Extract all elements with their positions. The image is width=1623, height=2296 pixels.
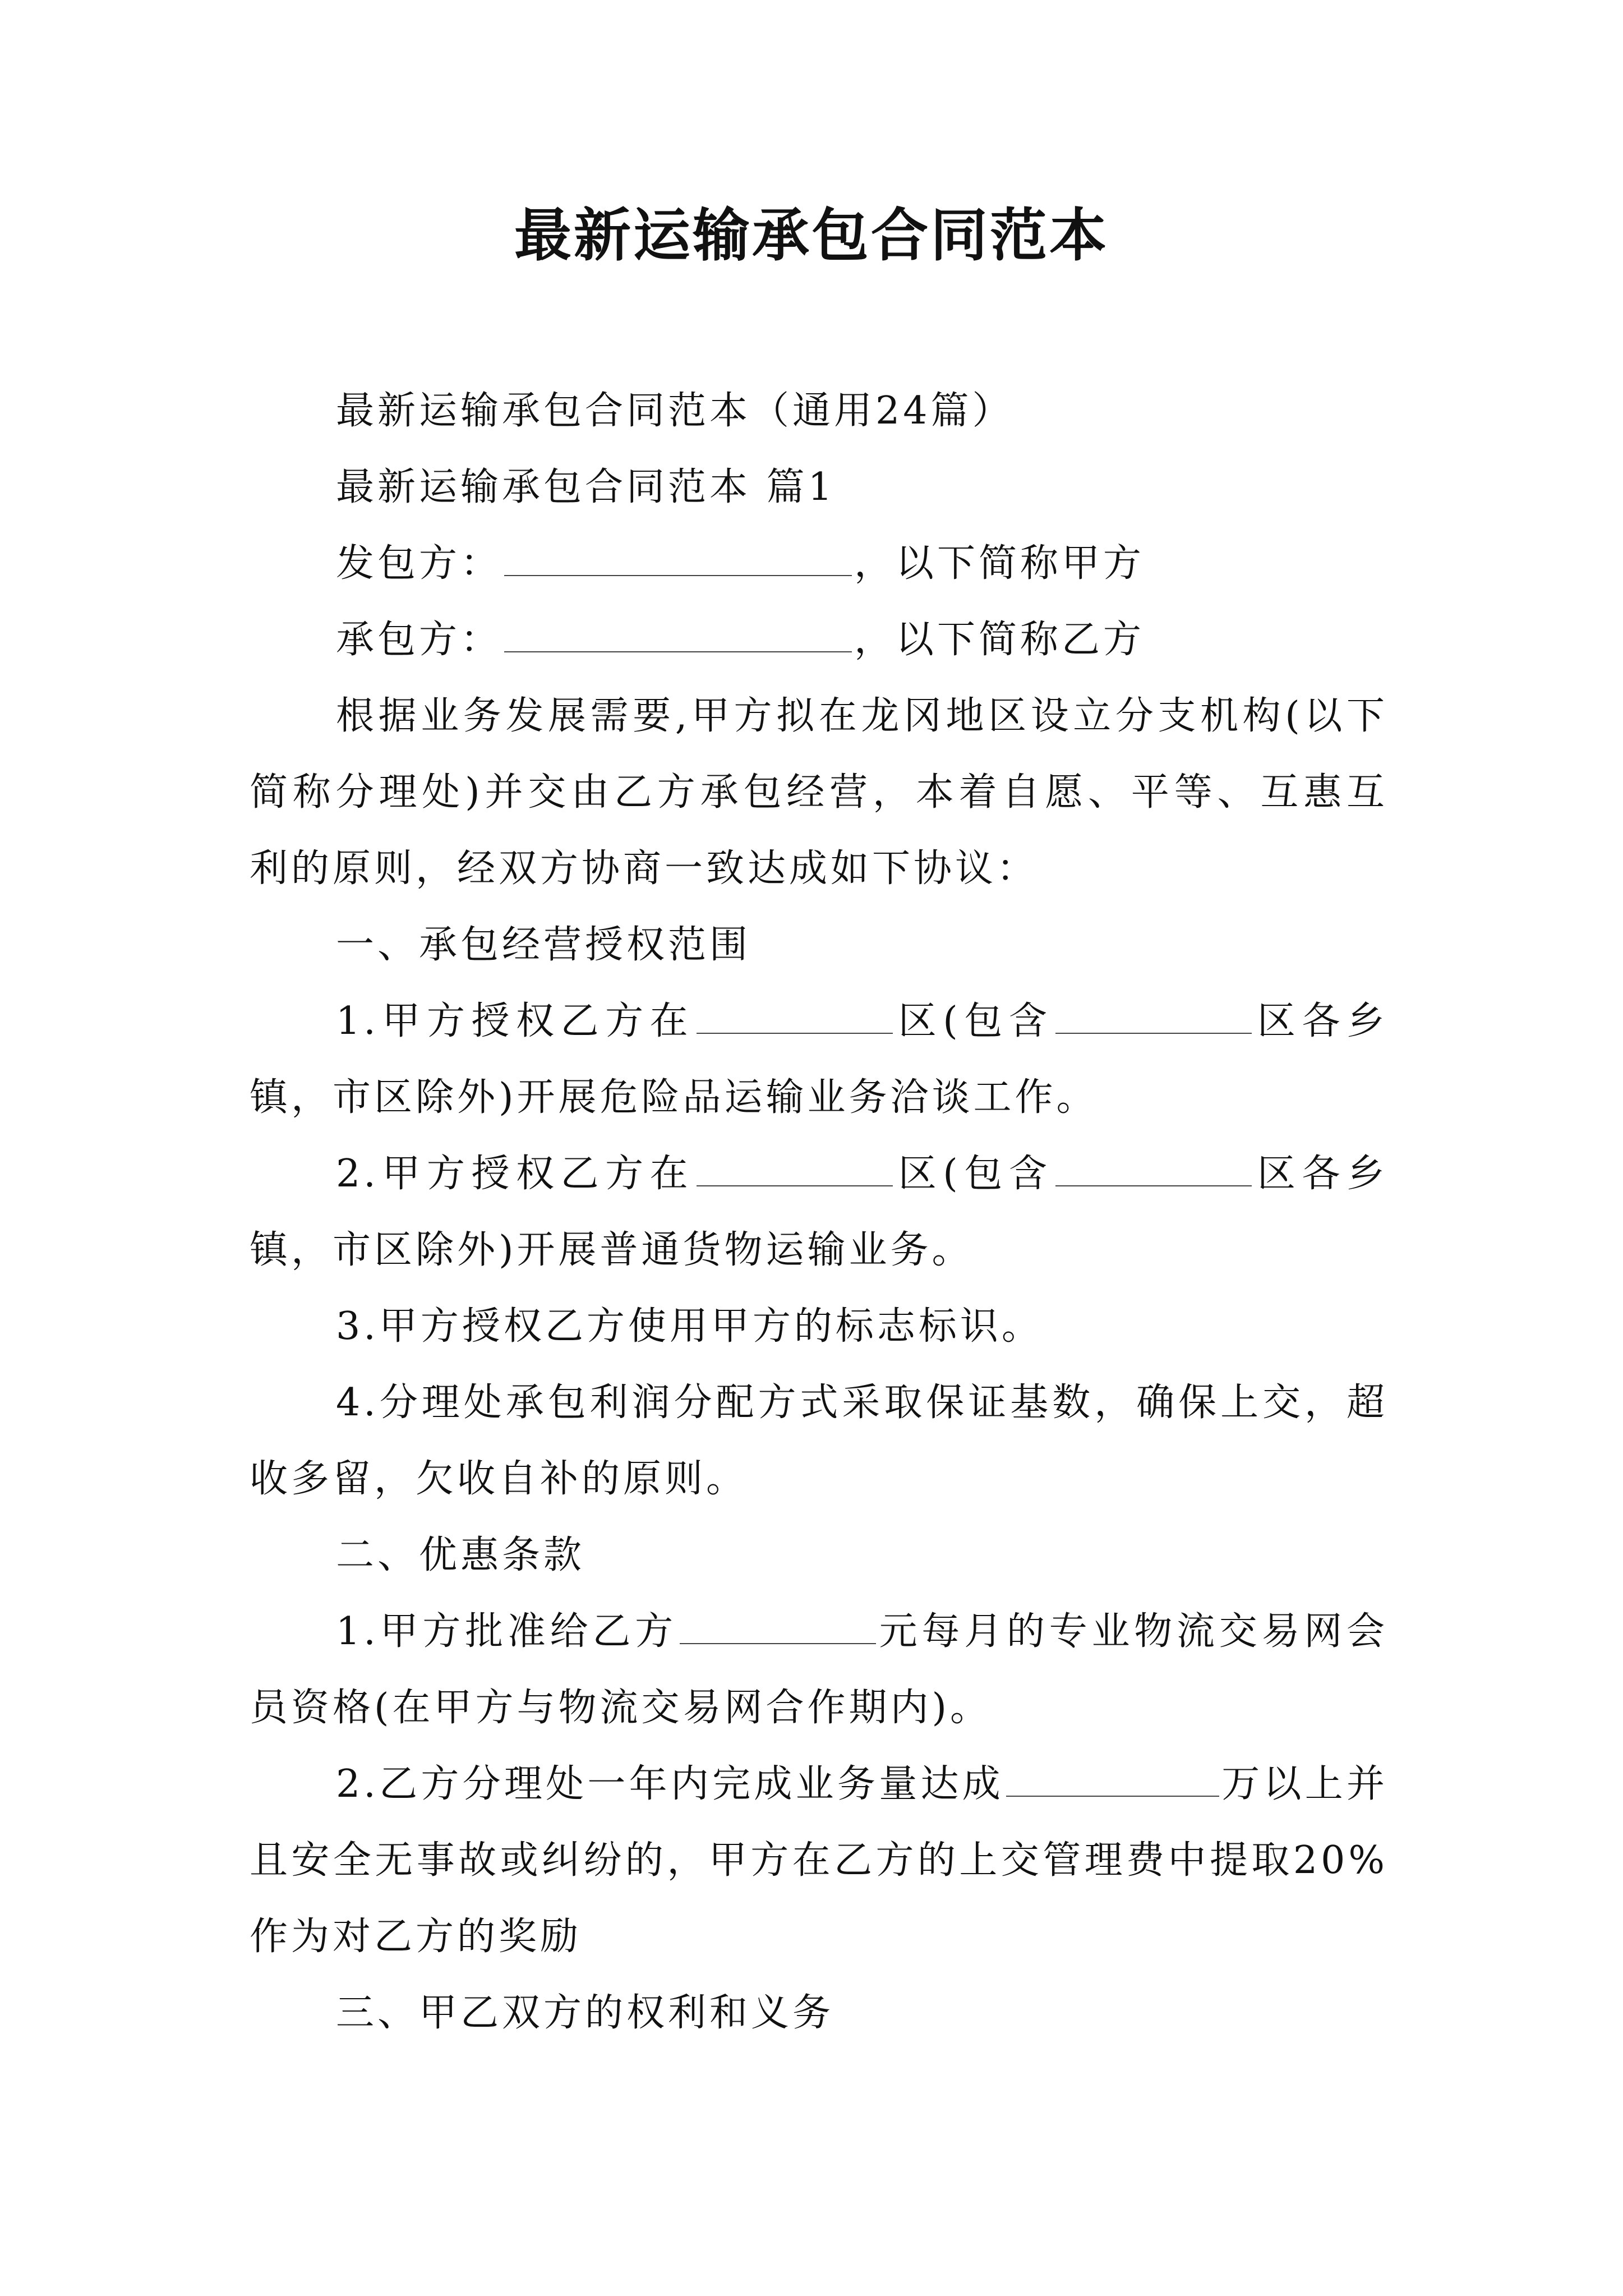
clause-1-2-text-c: 区各乡镇，市区除外)开展普通货物运输业务。 [250,1152,1388,1272]
party-a-tail: ，以下简称甲方 [854,541,1145,586]
clause-1-4: 4.分理处承包利润分配方式采取保证基数，确保上交，超收多留，欠收自补的原则。 [250,1381,1388,1501]
clause-2-1-text-a: 1.甲方批准给乙方 [336,1609,677,1654]
clause-2-2-blank [1006,1763,1219,1797]
party-a-blank [504,542,852,576]
party-a-label: 发包方： [336,541,502,586]
clause-1-2 [250,1136,1388,1289]
clause-2-2-text-a: 2.乙方分理处一年内完成业务量达成 [336,1762,1004,1806]
document-title: 最新运输承包合同范本 [514,202,1109,269]
clause-1-1-text-c: 区各乡镇，市区除外)开展危险品运输业务洽谈工作。 [250,999,1388,1120]
paragraph-subtitle: 最新运输承包合同范本（通用24篇） [336,389,1014,433]
clause-1-2-text-a: 2.甲方授权乙方在 [336,1152,695,1196]
clause-1-1-blank-1 [697,1000,893,1034]
paragraph-preamble: 根据业务发展需要,甲方拟在龙冈地区设立分支机构(以下简称分理处)并交由乙方承包经营，本着自愿、平等、互惠互利的原则，经双方协商一致达成如下协议： [250,694,1388,891]
clause-1-1-text-a: 1.甲方授权乙方在 [336,999,695,1043]
clause-1-3: 3.甲方授权乙方使用甲方的标志标识。 [336,1304,1043,1349]
clause-1-2-blank-1 [697,1153,893,1186]
clause-2-1 [250,1594,1388,1746]
clause-2-1-text-b: 元每月的专业物流交易网会员资格(在甲方与物流交易网合作期内)。 [250,1609,1388,1730]
paragraph-section-heading: 最新运输承包合同范本 篇1 [336,465,836,509]
party-b-blank [504,619,852,652]
clause-1-2-blank-2 [1055,1153,1252,1186]
document-body [250,373,1388,2051]
clause-1-2-text-b: 区(包含 [895,1152,1054,1196]
clause-2-2-text-b: 万以上并且安全无事故或纠纷的，甲方在乙方的上交管理费中提取20%作为对乙方的奖励 [250,1762,1388,1959]
clause-1-1-blank-2 [1055,1000,1252,1034]
clause-1-1-text-b: 区(包含 [895,999,1054,1043]
paragraph-party-a [250,526,1388,602]
clause-1-1 [250,983,1388,1136]
heading-preferential: 二、优惠条款 [336,1533,585,1577]
party-b-tail: ，以下简称乙方 [854,618,1145,662]
heading-scope: 一、承包经营授权范围 [336,923,751,967]
party-b-label: 承包方： [336,618,502,662]
paragraph-party-b [250,602,1388,678]
clause-2-1-blank [680,1611,876,1644]
clause-2-2 [250,1746,1388,1975]
heading-rights-duties: 三、甲乙双方的权利和义务 [336,1991,834,2035]
